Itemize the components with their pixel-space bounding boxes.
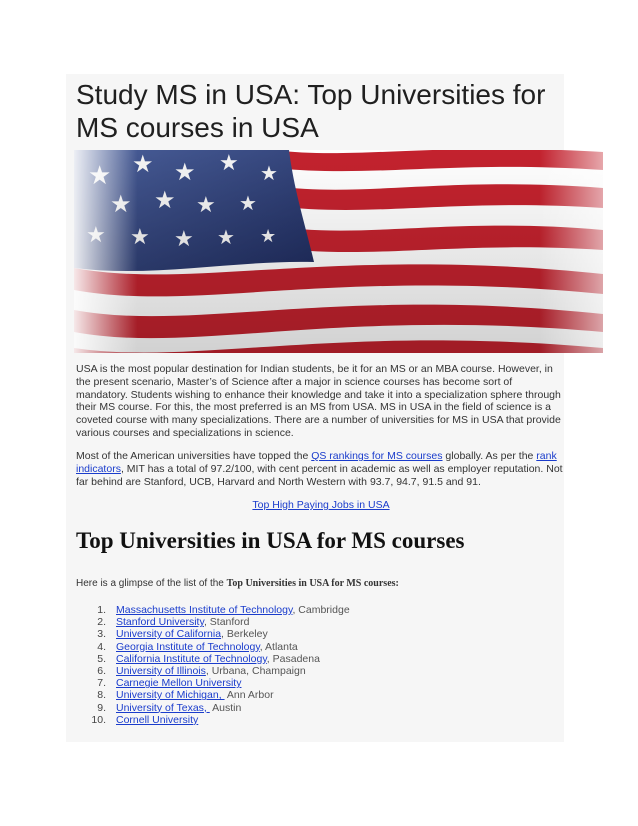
list-item [76,702,536,714]
rank-indicators-link[interactable]: rank indicators [76,450,557,475]
list-item-number: 10. [91,713,106,726]
list-item-number: 4. [97,640,106,653]
list-item-number: 1. [97,604,106,616]
university-city: , Pasadena [266,652,320,665]
list-item-number: 3. [97,628,106,641]
university-link[interactable]: Carnegie Mellon University [116,677,242,690]
list-item [76,641,536,653]
list-item [76,665,536,677]
list-item [76,677,536,689]
university-link[interactable]: Massachusetts Institute of Technology [116,604,293,616]
list-item-number: 8. [97,689,106,702]
us-flag-image [74,150,603,353]
list-intro-text: Here is a glimpse of the list of the [76,578,227,589]
university-city: , Berkeley [221,628,268,641]
university-city: , Cambridge [292,604,350,616]
list-item-number: 6. [97,665,106,678]
university-city: , Urbana, Champaign [205,665,306,678]
university-city: Austin [209,701,242,714]
rankings-text-3: , MIT has a total of 97.2/100, with cent percent in academic as well as employer reputation. Not far behind are Stanford, UCB, Harvard and North Western with 93.7, 94.7, 91.5 and 91. [76,462,563,488]
university-link[interactable]: Cornell University [116,713,199,726]
university-link[interactable]: University of California [116,628,222,641]
list-item [76,653,536,665]
university-link[interactable]: Stanford University [116,616,204,629]
list-intro-bold: Top Universities in USA for MS courses: [226,578,399,589]
us-flag-banner [74,150,603,353]
high-paying-jobs-link[interactable]: Top High Paying Jobs in USA [252,499,390,511]
list-item [76,714,536,726]
list-item-number: 7. [97,677,106,690]
university-link[interactable]: California Institute of Technology [116,652,267,665]
university-link[interactable]: University of Texas, [116,701,210,714]
list-item [76,689,536,701]
related-link-container [76,499,566,512]
page-title: Study MS in USA: Top Universities for MS courses in USA [76,79,546,143]
list-item-number: 5. [97,652,106,665]
university-list [76,604,536,726]
list-item-number: 9. [97,701,106,714]
university-city: , Stanford [203,616,250,629]
list-item [76,628,536,640]
list-item [76,604,536,616]
university-link[interactable]: University of Michigan, [116,689,225,702]
list-item-number: 2. [97,616,106,629]
list-intro [76,578,556,590]
university-city: , Atlanta [259,640,298,653]
section-heading: Top Universities in USA for MS courses [76,528,465,553]
university-link[interactable]: Georgia Institute of Technology [116,640,260,653]
intro-paragraph: USA is the most popular destination for Indian students, be it for an MS or an MBA course. However, in the present scenario, Master’s of Science after a major in science courses has become sort of mandatory. Students wishing to enhance their knowledge and take it into a specialization sphere through their MS course. For this, the most preferred is an MS from USA. MS in USA in the field of science is a coveted course with many specializations. There are a number of universities for MS in USA that provide various courses and specializations in science. [76,363,561,439]
qs-rankings-link[interactable]: QS rankings for MS courses [311,450,443,462]
university-city: Ann Arbor [224,689,274,702]
rankings-text-1: Most of the American universities have topped the [76,450,312,462]
list-item [76,616,536,628]
university-link[interactable]: University of Illinois [116,665,206,678]
rankings-text-2: globally. As per the [442,450,537,462]
rankings-paragraph [76,450,566,488]
